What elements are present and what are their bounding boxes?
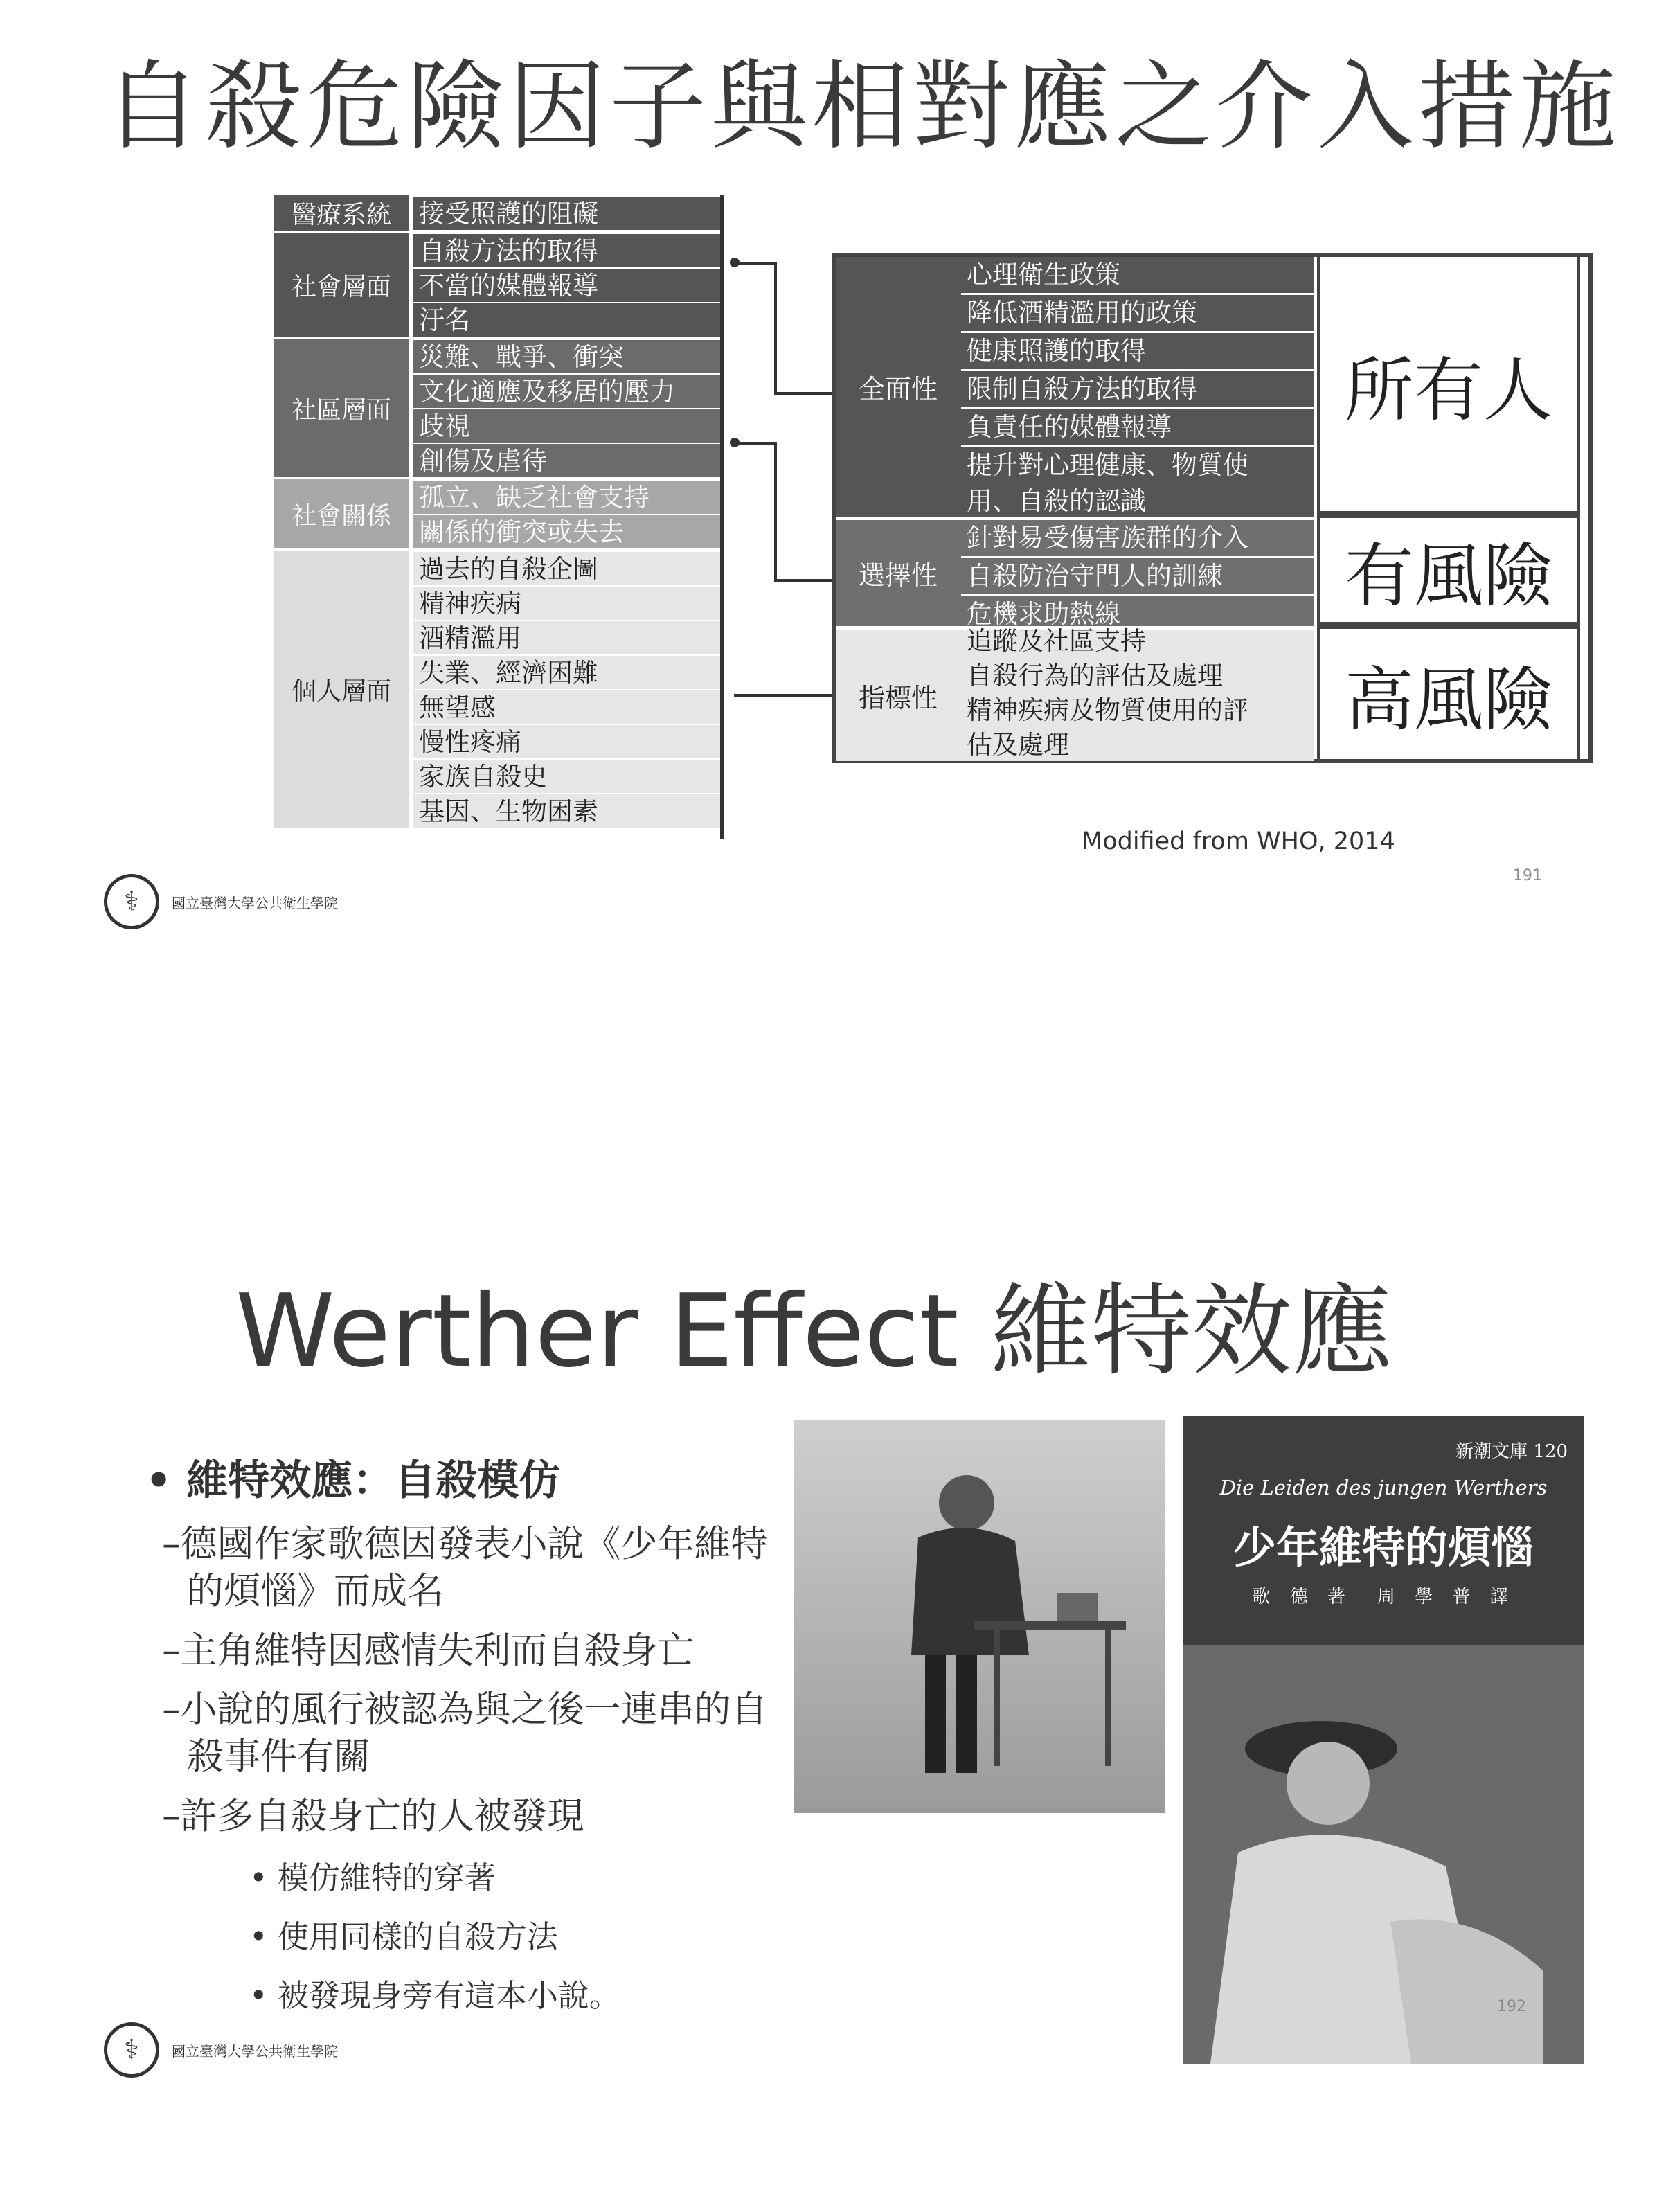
book-german-title: Die Leiden des jungen Werthers: [1219, 1476, 1548, 1499]
footer: [104, 874, 338, 929]
connector-line: [774, 442, 777, 580]
risk-category: 個人層面: [274, 551, 413, 828]
slide-title: Werther Effect 維特效應: [235, 1273, 1392, 1390]
intervention-item: 負責任的媒體報導: [961, 409, 1314, 447]
risk-item: 過去的自殺企圖: [413, 551, 724, 585]
bullet-list: [145, 1447, 782, 2029]
intervention-item: 危機求助熱線: [961, 596, 1314, 634]
risk-item: 基因、生物困素: [413, 793, 724, 828]
target-label: 所有人: [1317, 257, 1580, 515]
risk-factor-table: [274, 195, 724, 830]
risk-item: 創傷及虐待: [413, 443, 724, 477]
slide-192: [0, 1177, 1666, 2212]
page-number: 192: [1497, 1998, 1526, 2015]
risk-item: 酒精濫用: [413, 620, 724, 654]
risk-group: [274, 339, 724, 479]
connector-line: [734, 262, 776, 265]
intervention-item: 追蹤及社區支持: [967, 626, 1146, 656]
risk-item: 災難、戰爭、衝突: [413, 339, 724, 373]
risk-item: 失業、經濟困難: [413, 654, 724, 689]
risk-item: 文化適應及移居的壓力: [413, 373, 724, 408]
book-series: 新潮文庫 120: [1455, 1441, 1568, 1462]
sub-bullet: –小說的風行被認為與之後一連串的自殺事件有關: [162, 1688, 768, 1778]
risk-item: 孤立、缺乏社會支持: [413, 479, 724, 514]
risk-item: 家族自殺史: [413, 758, 724, 793]
risk-item: 慢性疼痛: [413, 724, 724, 758]
book-authors: 歌 德 著 周 學 普 譯: [1252, 1587, 1515, 1607]
risk-category: 醫療系統: [274, 195, 413, 231]
intervention-item: 用、自殺的認識: [961, 483, 1314, 521]
risk-group: [274, 551, 724, 830]
slide-191: [0, 0, 1666, 970]
book-cover-image: [1183, 1416, 1584, 2064]
risk-item: 自殺方法的取得: [413, 233, 724, 267]
intervention-category: 選擇性: [858, 560, 938, 591]
intervention-item: 自殺防治守門人的訓練: [961, 558, 1314, 596]
risk-group: [274, 195, 724, 233]
intervention-item: 降低酒精濫用的政策: [961, 295, 1314, 333]
sub-sub-bullet: • 模仿維特的穿著: [249, 1859, 496, 1896]
footer: [104, 2022, 338, 2078]
sub-sub-bullet: • 被發現身旁有這本小說。: [249, 1977, 620, 2014]
risk-category: 社會層面: [274, 233, 413, 337]
engraving-drawing: [794, 1420, 1165, 1813]
source-credit: Modified from WHO, 2014: [1082, 828, 1395, 855]
intervention-item: 估及處理: [967, 730, 1069, 760]
connector-line: [734, 694, 836, 697]
book-cover-header: [1183, 1416, 1584, 1645]
intervention-row: [836, 626, 1314, 761]
intervention-row: [836, 257, 1314, 517]
intervention-item: 健康照護的取得: [961, 333, 1314, 371]
intervention-item: 提升對心理健康、物質使: [967, 450, 1248, 480]
connector-line: [734, 442, 776, 445]
slide-title: 自殺危險因子與相對應之介入措施: [104, 51, 1621, 163]
connector-dot: [730, 258, 740, 267]
bracket-connector: [720, 195, 724, 839]
intervention-item: 針對易受傷害族群的介入: [961, 520, 1314, 558]
footer-text: 國立臺灣大學公共衛生學院: [172, 894, 338, 911]
intervention-item: 心理衛生政策: [961, 257, 1314, 295]
university-logo-icon: ⚕: [104, 874, 159, 929]
sub-bullet: –主角維特因感情失利而自殺身亡: [162, 1629, 695, 1672]
target-label: 高風險: [1317, 625, 1580, 759]
university-logo-icon: ⚕: [104, 2022, 159, 2078]
intervention-item: 限制自殺方法的取得: [961, 371, 1314, 409]
connector-dot: [730, 438, 740, 447]
risk-item: 接受照護的阻礙: [413, 195, 724, 230]
footer-text: 國立臺灣大學公共衛生學院: [172, 2042, 338, 2060]
intervention-category: 指標性: [858, 682, 938, 713]
connector-line: [774, 579, 836, 582]
sub-bullet: –許多自殺身亡的人被發現: [162, 1795, 584, 1838]
target-label: 有風險: [1317, 515, 1580, 625]
sub-bullet: –德國作家歌德因發表小說《少年維特的煩惱》而成名: [162, 1523, 768, 1612]
intervention-category: 全面性: [858, 374, 938, 404]
risk-item: 關係的衝突或失去: [413, 514, 724, 548]
intervention-box: [832, 253, 1593, 763]
main-bullet: • 維特效應：自殺模仿: [145, 1456, 561, 1505]
risk-category: 社會關係: [274, 479, 413, 548]
werther-engraving-image: [794, 1420, 1165, 1813]
risk-item: 無望感: [413, 689, 724, 724]
sub-sub-bullet: • 使用同樣的自殺方法: [249, 1918, 558, 1955]
risk-item: 歧視: [413, 408, 724, 443]
risk-group: [274, 479, 724, 551]
connector-line: [774, 262, 777, 393]
intervention-item: 精神疾病及物質使用的評: [967, 695, 1248, 725]
connector-line: [774, 392, 836, 395]
intervention-item: 自殺行為的評估及處理: [967, 661, 1223, 690]
page-number: 191: [1513, 867, 1542, 884]
book-title: 少年維特的煩惱: [1233, 1522, 1534, 1573]
risk-item: 精神疾病: [413, 585, 724, 620]
intervention-row: [836, 520, 1314, 629]
risk-group: [274, 233, 724, 339]
risk-category: 社區層面: [274, 339, 413, 477]
risk-item: 不當的媒體報導: [413, 267, 724, 302]
risk-item: 汙名: [413, 302, 724, 337]
